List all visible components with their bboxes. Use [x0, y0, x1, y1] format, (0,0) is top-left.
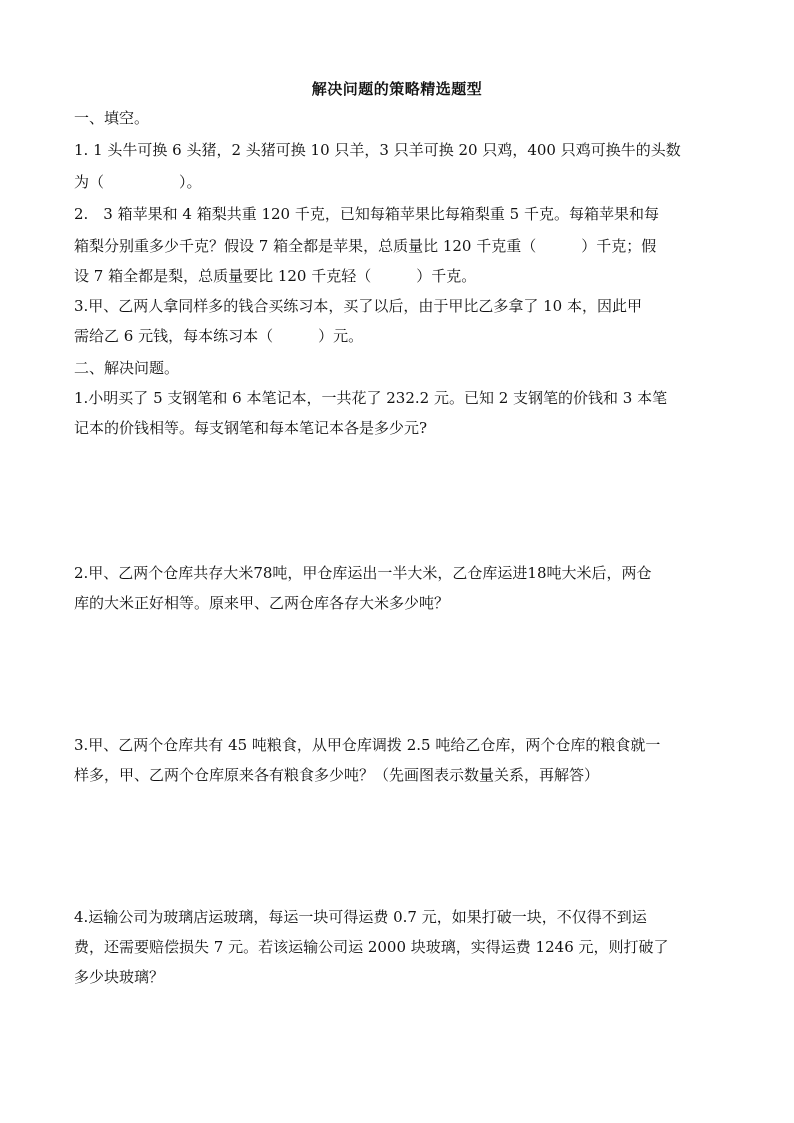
- section-2-heading: 二、解决问题。: [74, 359, 180, 377]
- fill-q1-line2: 为（ ）。: [74, 173, 202, 191]
- fill-q2-line1: 2. 3 箱苹果和 4 箱梨共重 120 千克，已知每箱苹果比每箱梨重 5 千克。每箱苹果和每: [74, 205, 659, 223]
- problem-1-line1: 1.小明买了 5 支钢笔和 6 本笔记本，一共花了 232.2 元。已知 2 支钢笔的价钱和 3 本笔: [74, 389, 668, 407]
- problem-4-line2: 费，还需要赔偿损失 7 元。若该运输公司运 2000 块玻璃，实得运费 1246 元，则打破了: [74, 938, 669, 956]
- fill-q3-line1: 3.甲、乙两人拿同样多的钱合买练习本，买了以后，由于甲比乙多拿了 10 本，因此甲: [74, 297, 642, 315]
- section-1-heading: 一、填空。: [74, 109, 150, 127]
- problem-3-line1: 3.甲、乙两个仓库共有 45 吨粮食，从甲仓库调拨 2.5 吨给乙仓库，两个仓库的粮食就一: [74, 736, 661, 754]
- problem-2-line1: 2.甲、乙两个仓库共存大米78吨，甲仓库运出一半大米，乙仓库运进18吨大米后，两仓: [74, 564, 652, 582]
- fill-q1-line1: 1. 1 头牛可换 6 头猪，2 头猪可换 10 只羊，3 只羊可换 20 只鸡，400 只鸡可换牛的头数: [74, 141, 681, 159]
- problem-4-line3: 多少块玻璃？: [74, 968, 165, 986]
- fill-q2-line2: 箱梨分别重多少千克？假设 7 箱全都是苹果，总质量比 120 千克重（ ）千克；假: [74, 237, 657, 255]
- fill-q2-line3: 设 7 箱全都是梨，总质量要比 120 千克轻（ ）千克。: [74, 267, 477, 285]
- problem-4-line1: 4.运输公司为玻璃店运玻璃，每运一块可得运费 0.7 元，如果打破一块，不仅得不到运: [74, 908, 647, 926]
- problem-3-line2: 样多，甲、乙两个仓库原来各有粮食多少吨？（先画图表示数量关系，再解答）: [74, 766, 600, 784]
- problem-1-line2: 记本的价钱相等。每支钢笔和每本笔记本各是多少元?: [74, 419, 428, 437]
- page-title: 解决问题的策略精选题型: [311, 80, 483, 98]
- problem-2-line2: 库的大米正好相等。原来甲、乙两仓库各存大米多少吨？: [74, 594, 450, 612]
- fill-q3-line2: 需给乙 6 元钱，每本练习本（ ）元。: [74, 327, 364, 345]
